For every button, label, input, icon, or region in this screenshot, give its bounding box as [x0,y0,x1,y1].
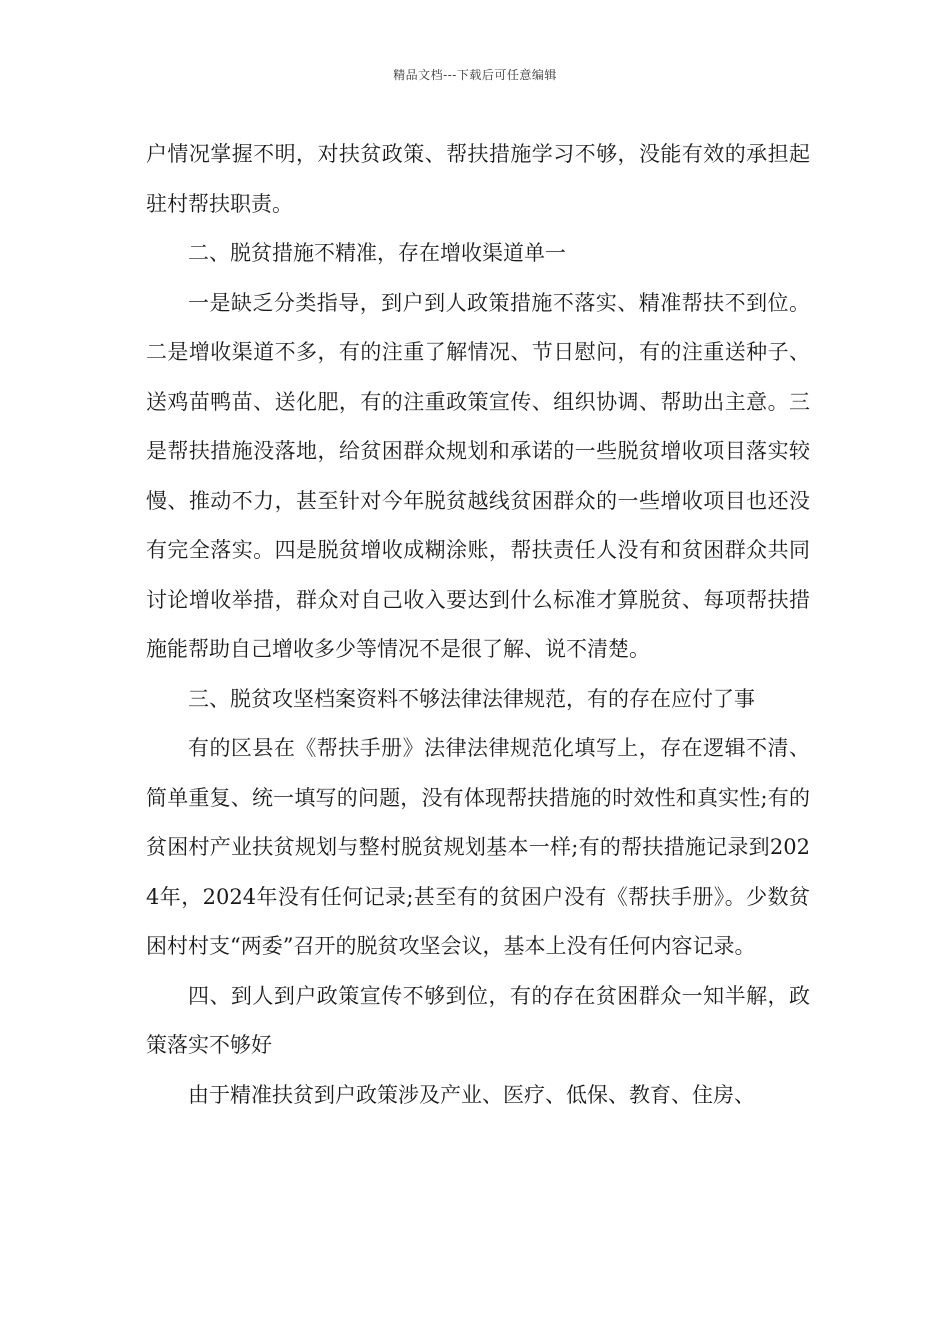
page-header: 精品文档---下载后可任意编辑 [393,68,557,82]
paragraph-body: 由于精准扶贫到户政策涉及产业、医疗、低保、教育、住房、 [188,1082,755,1107]
section-heading-4: 四、到人到户政策宣传不够到位，有的存在贫困群众一知半解，政策落实不够好 [146,983,810,1057]
paragraph-body: 有的区县在《帮扶手册》法律法律规范化填写上，存在逻辑不清、简单重复、统一填写的问题，没有体现帮扶措施的时效性和真实性;有的贫困村产业扶贫规划与整村脱贫规划基本一样;有的帮扶措施记录到2024年，2024年没有任何记录;甚至有的贫困户没有《帮扶手册》。少数贫困村村支“两委”召开的脱贫攻坚会议，基本上没有任何内容记录。 [146,736,810,958]
paragraph-body: 一是缺乏分类指导，到户到人政策措施不落实、精准帮扶不到位。二是增收渠道不多，有的注重了解情况、节日慰问，有的注重送种子、送鸡苗鸭苗、送化肥，有的注重政策宣传、组织协调、帮助出主意。三是帮扶措施没落地，给贫困群众规划和承诺的一些脱贫增收项目落实较慢、推动不力，甚至针对今年脱贫越线贫困群众的一些增收项目也还没有完全落实。四是脱贫增收成糊涂账，帮扶责任人没有和贫困群众共同讨论增收举措，群众对自己收入要达到什么标准才算脱贫、每项帮扶措施能帮助自己增收多少等情况不是很了解、说不清楚。 [146,290,810,661]
section-heading-2: 二、脱贫措施不精准，存在增收渠道单一 [188,241,566,265]
document-body [146,130,810,1120]
paragraph-continuation: 户情况掌握不明，对扶贫政策、帮扶措施学习不够，没能有效的承担起驻村帮扶职责。 [146,142,810,216]
section-heading-3: 三、脱贫攻坚档案资料不够法律法律规范，有的存在应付了事 [188,686,755,711]
